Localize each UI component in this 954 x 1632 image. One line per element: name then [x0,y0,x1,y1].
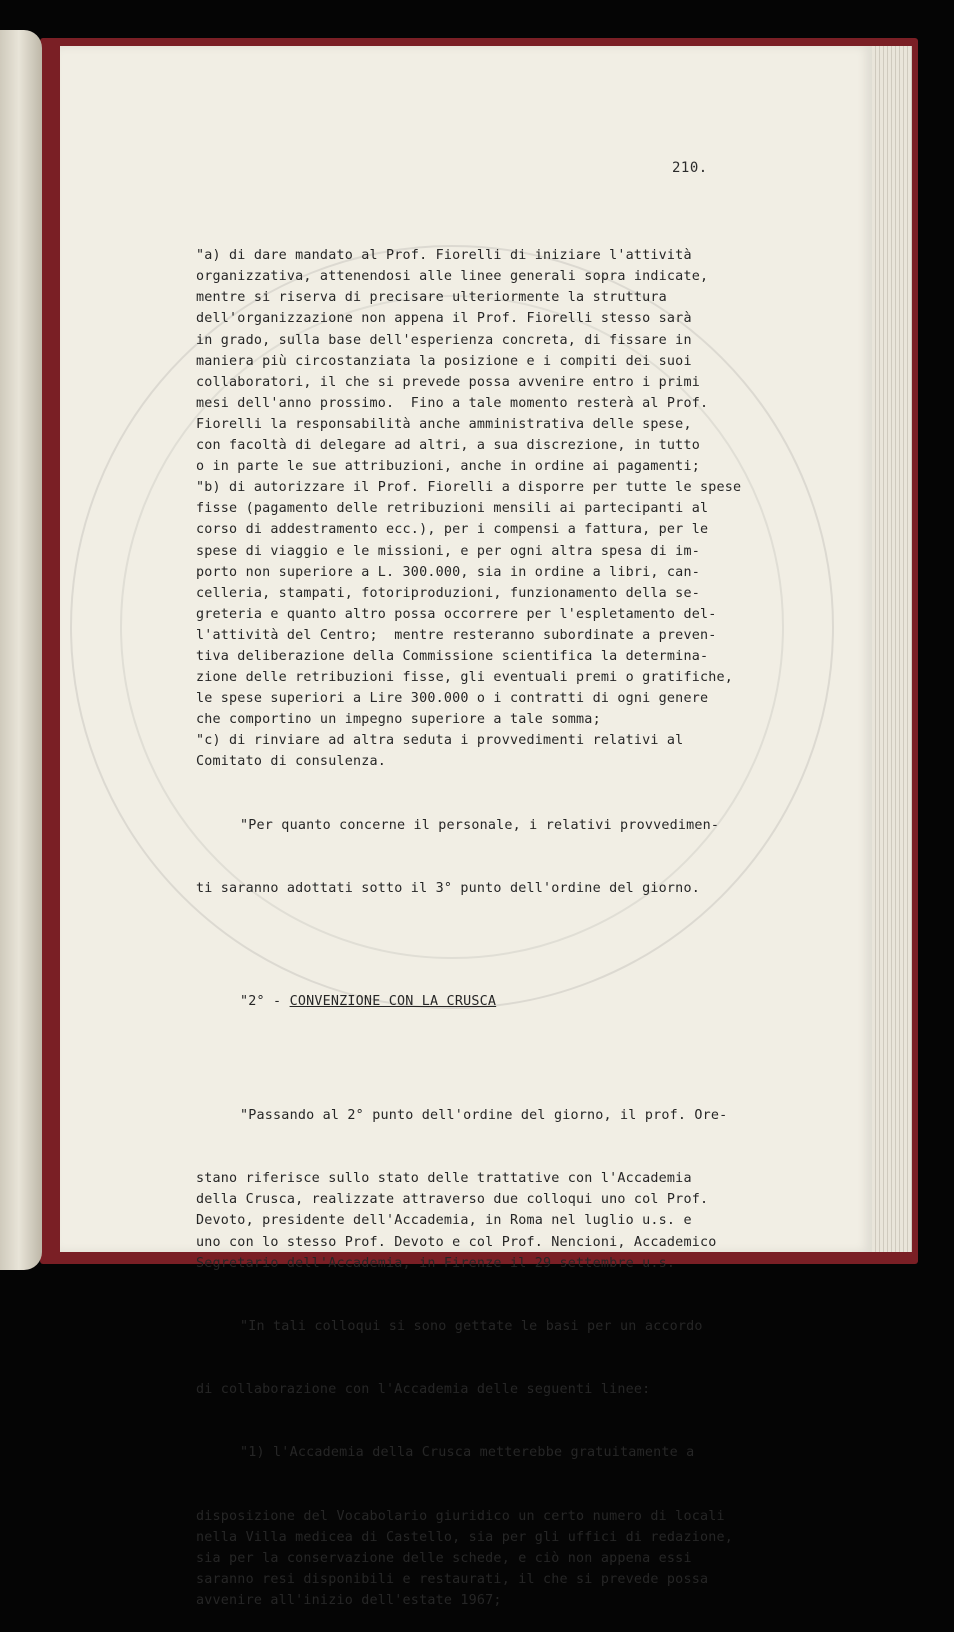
text-line: fisse (pagamento delle retribuzioni mensili ai partecipanti al [196,501,709,517]
text-line: "b) di autorizzare il Prof. Fiorelli a disporre per tutte le spese [196,480,742,496]
text-line: spese di viaggio e le missioni, e per ogni altra spesa di im- [196,543,700,559]
text-line: disposizione del Vocabolario giuridico un certo numero di locali [196,1508,725,1524]
text-line: dell'organizzazione non appena il Prof. Fiorelli stesso sarà [196,311,692,327]
personnel-paragraph-first-line: "Per quanto concerne il personale, i relativi provvedimen- [240,817,720,833]
text-line: celleria, stampati, fotoriproduzioni, funzionamento della se- [196,585,700,601]
text-line: con facoltà di delegare ad altri, a sua discrezione, in tutto [196,438,700,454]
resolution-items [196,245,796,772]
text-line: avvenire all'inizio dell'estate 1967; [196,1593,502,1609]
section-heading-title: CONVENZIONE CON LA CRUSCA [289,994,497,1010]
personnel-paragraph-line: ti saranno adottati sotto il 3° punto dell'ordine del giorno. [196,881,700,896]
text-line: Devoto, presidente dell'Accademia, in Roma nel luglio u.s. e [196,1213,692,1229]
talks-paragraph-line: di collaborazione con l'Accademia delle seguenti linee: [196,1382,651,1398]
text-line: porto non superiore a L. 300.000, sia in ordine a libri, can- [196,564,700,580]
text-line: collaboratori, il che si prevede possa avvenire entro i primi [196,374,700,390]
typed-text-body [196,203,796,1632]
left-page-edge [0,30,42,1270]
text-line: le spese superiori a Lire 300.000 o i contratti di ogni genere [196,691,709,707]
page-number: 210. [672,160,708,176]
crusca-paragraph [196,1168,796,1273]
text-line: in grado, sulla base dell'esperienza concreta, di fissare in [196,332,692,348]
text-line: Fiorelli la responsabilità anche amministrativa delle spese, [196,416,692,432]
text-line: o in parte le sue attribuzioni, anche in ordine ai pagamenti; [196,459,700,475]
text-line: stano riferisce sullo stato delle trattative con l'Accademia [196,1171,692,1187]
point-one-paragraph [196,1506,796,1611]
text-line: l'attività del Centro; mentre resteranno subordinate a preven- [196,627,717,643]
text-line: sia per la conservazione delle schede, e ciò non appena essi [196,1550,692,1566]
text-line: mentre si riserva di precisare ulteriormente la struttura [196,290,667,306]
text-line: uno con lo stesso Prof. Devoto e col Prof. Nencioni, Accademico [196,1234,717,1250]
text-line: Segretario dell'Accademia, in Firenze il 29 settembre u.s. [196,1255,676,1271]
text-line: tiva deliberazione della Commissione scientifica la determina- [196,648,709,664]
text-line: saranno resi disponibili e restaurati, il che si prevede possa [196,1572,709,1587]
text-line: "c) di rinviare ad altra seduta i provvedimenti relativi al [196,733,684,749]
text-line: organizzativa, attenendosi alle linee generali sopra indicate, [196,269,709,285]
text-line: "a) di dare mandato al Prof. Fiorelli di iniziare l'attività [196,248,692,264]
text-line: mesi dell'anno prossimo. Fino a tale momento resterà al Prof. [196,395,709,411]
talks-paragraph-first-line: "In tali colloqui si sono gettate le basi per un accordo [240,1318,703,1334]
text-line: nella Villa medicea di Castello, sia per gli uffici di redazione, [196,1529,734,1545]
text-line: che comportino un impegno superiore a tale somma; [196,712,601,728]
crusca-paragraph-first-line: "Passando al 2° punto dell'ordine del giorno, il prof. Ore- [240,1107,728,1123]
text-line: corso di addestramento ecc.), per i compensi a fattura, per le [196,522,709,538]
text-line: zione delle retribuzioni fisse, gli eventuali premi o gratifiche, [196,670,734,686]
text-line: greteria e quanto altro possa occorrere per l'espletamento del- [196,606,717,622]
text-line: della Crusca, realizzate attraverso due colloqui uno col Prof. [196,1192,709,1208]
text-line: maniera più circostanziata la posizione e i compiti dei suoi [196,353,692,369]
text-line: Comitato di consulenza. [196,754,387,770]
section-heading-number: "2° - [240,994,290,1010]
point-one-first-line: "1) l'Accademia della Crusca metterebbe gratuitamente a [240,1445,695,1461]
section-heading [196,991,796,1012]
